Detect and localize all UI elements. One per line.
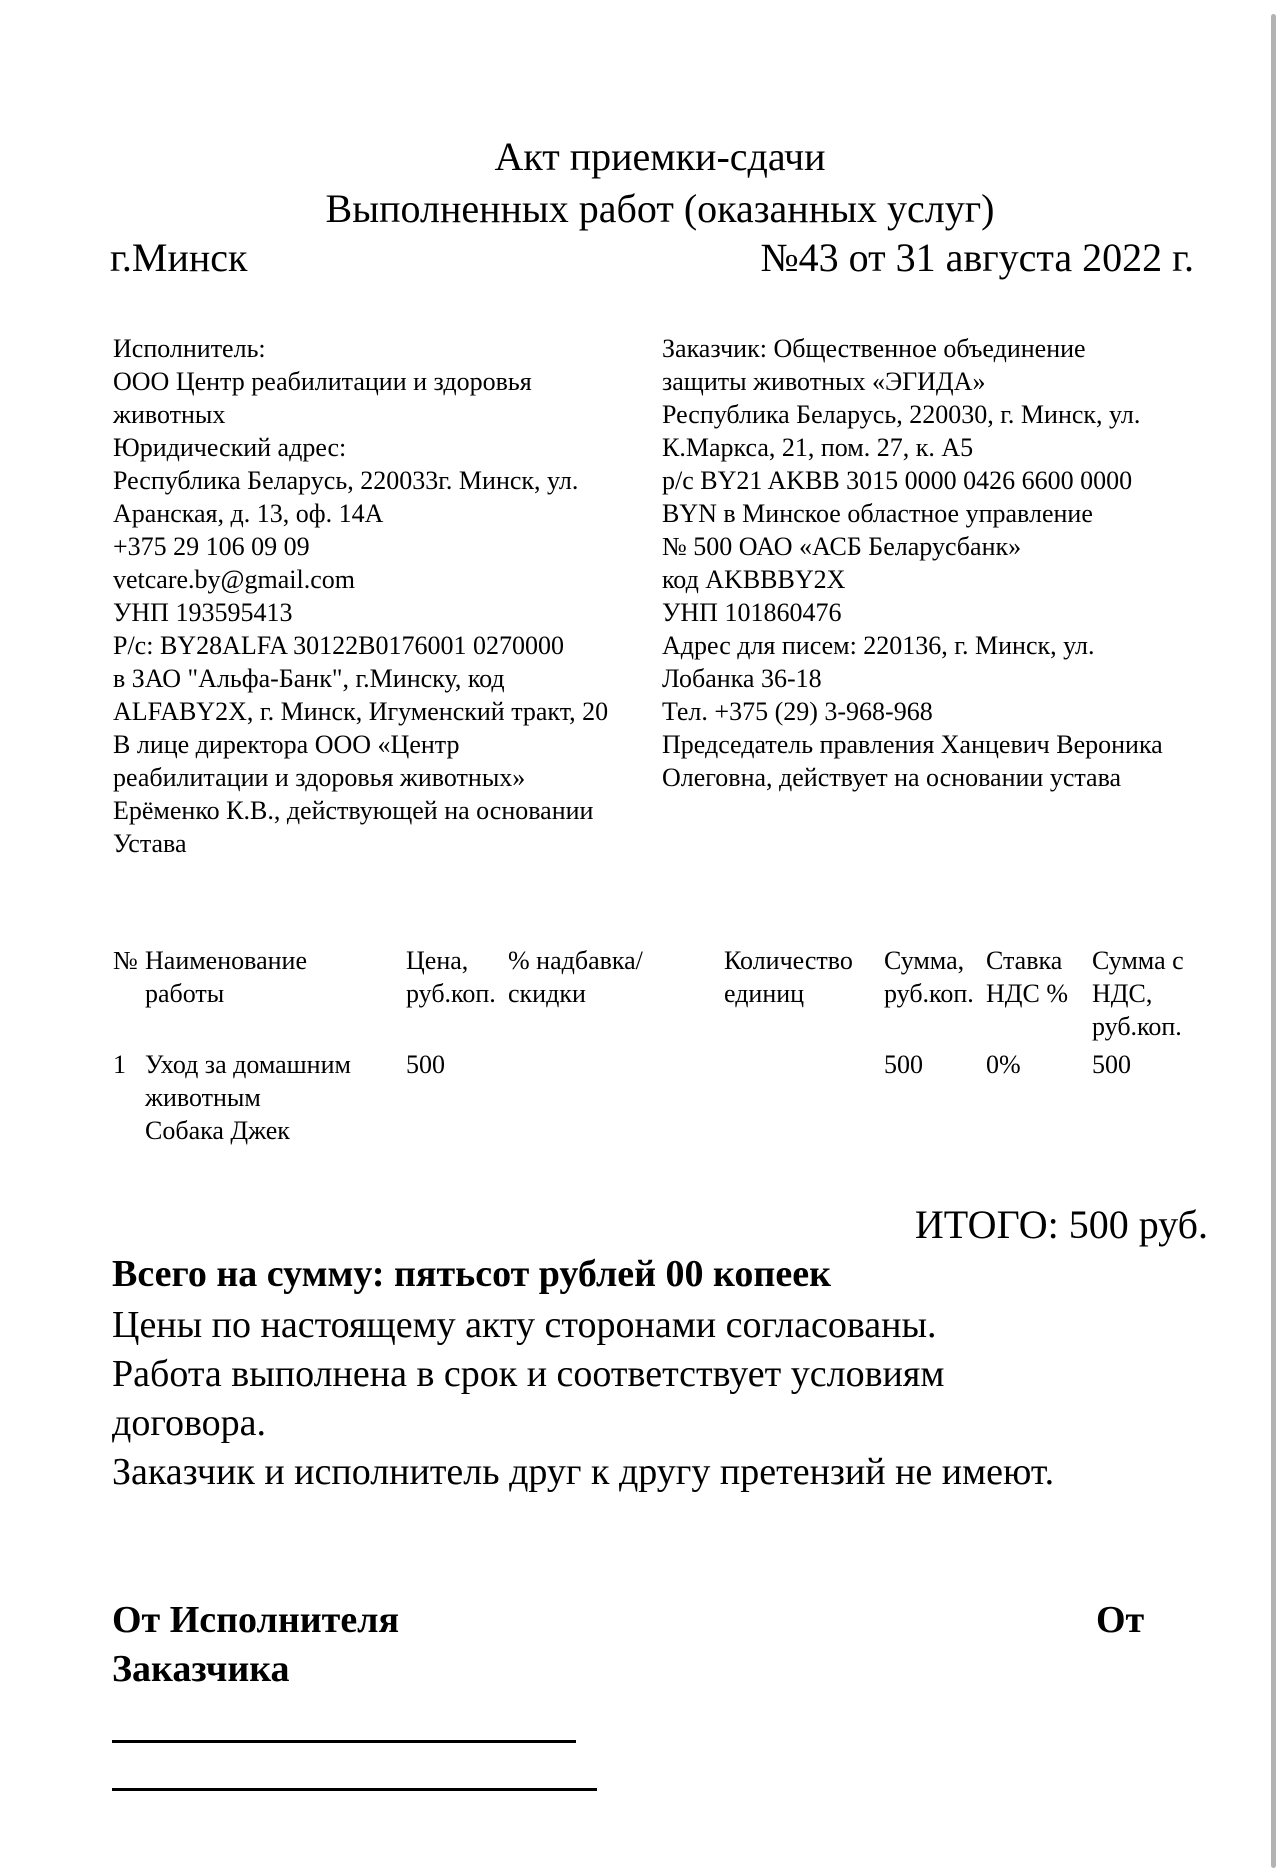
statement-no-claims: Заказчик и исполнитель друг к другу претензий не имеют. [112, 1451, 1055, 1493]
executor-line: Республика Беларусь, 220033г. Минск, ул. [113, 466, 579, 495]
customer-line: Заказчик: Общественное объединение [662, 334, 1086, 363]
customer-line: р/с BY21 AKBB 3015 0000 0426 6600 0000 [662, 466, 1133, 495]
customer-line: BYN в Минское областное управление [662, 499, 1093, 528]
customer-line: Республика Беларусь, 220030, г. Минск, ул. [662, 400, 1141, 429]
customer-line: код AKBBBY2X [662, 565, 846, 594]
header-markup: % надбавка/ скидки [508, 946, 643, 1008]
executor-line: vetcare.by@gmail.com [113, 565, 355, 594]
executor-line: животных [113, 400, 226, 429]
executor-line: +375 29 106 09 09 [113, 532, 310, 561]
executor-details [113, 332, 608, 860]
customer-line: Тел. +375 (29) 3-968-968 [662, 697, 933, 726]
statement-prices-agreed: Цены по настоящему акту сторонами согласованы. [112, 1304, 937, 1346]
row-sum: 500 [884, 1050, 923, 1079]
executor-line: Исполнитель: [113, 334, 266, 363]
customer-line: Лобанка 36-18 [662, 664, 822, 693]
executor-line: реабилитации и здоровья животных» [113, 763, 526, 792]
signature-executor-label: От Исполнителя [112, 1599, 400, 1641]
row-num: 1 [113, 1050, 126, 1079]
statement-work-done-line1: Работа выполнена в срок и соответствует условиям [112, 1353, 945, 1395]
customer-line: УНП 101860476 [662, 598, 842, 627]
document-title: Акт приемки-сдачи [494, 134, 826, 179]
header-qty: Количество единиц [724, 946, 853, 1008]
executor-line: в ЗАО "Альфа-Банк", г.Минску, код [113, 664, 505, 693]
row-price: 500 [406, 1050, 445, 1079]
customer-line: № 500 ОАО «АСБ Беларусбанк» [662, 532, 1022, 561]
header-vat-rate: Ставка НДС % [986, 946, 1069, 1008]
signature-line-executor [112, 1740, 576, 1743]
document-subtitle: Выполненных работ (оказанных услуг) [325, 186, 995, 231]
signature-customer-label-a: От [1096, 1599, 1145, 1641]
customer-line: Председатель правления Ханцевич Вероника [662, 730, 1163, 759]
header-name: Наименование работы [145, 946, 307, 1008]
customer-line: защиты животных «ЭГИДА» [662, 367, 986, 396]
city: г.Минск [110, 235, 248, 280]
signature-customer-label-b: Заказчика [112, 1648, 290, 1690]
executor-line: ALFABY2X, г. Минск, Игуменский тракт, 20 [113, 697, 609, 726]
scrollbar-thumb[interactable] [1271, 14, 1276, 1868]
executor-line: Ерёменко К.В., действующей на основании [113, 796, 594, 825]
total-in-words: Всего на сумму: пятьсот рублей 00 копеек [112, 1253, 831, 1295]
customer-line: К.Маркса, 21, пом. 27, к. А5 [662, 433, 974, 462]
row-sum-vat: 500 [1092, 1050, 1131, 1079]
executor-line: ООО Центр реабилитации и здоровья [113, 367, 532, 396]
executor-line: Аранская, д. 13, оф. 14А [113, 499, 384, 528]
row-name: Уход за домашним животным Собака Джек [145, 1050, 351, 1145]
executor-line: В лице директора ООО «Центр [113, 730, 460, 759]
customer-line: Олеговна, действует на основании устава [662, 763, 1122, 792]
executor-line: Устава [113, 829, 187, 858]
header-price: Цена, руб.коп. [406, 946, 496, 1008]
executor-line: Р/с: BY28ALFA 30122B0176001 0270000 [113, 631, 564, 660]
header-sum-vat: Сумма с НДС, руб.коп. [1092, 946, 1184, 1041]
header-num: № [113, 946, 138, 975]
header-sum: Сумма, руб.коп. [884, 946, 974, 1008]
signature-line-customer [112, 1788, 597, 1791]
executor-line: УНП 193595413 [113, 598, 293, 627]
customer-line: Адрес для писем: 220136, г. Минск, ул. [662, 631, 1095, 660]
statement-work-done-line2: договора. [112, 1402, 267, 1444]
customer-details [662, 332, 1163, 794]
act-number-date: №43 от 31 августа 2022 г. [760, 235, 1194, 280]
executor-line: Юридический адрес: [113, 433, 347, 462]
row-vat-rate: 0% [986, 1050, 1021, 1079]
total-amount: ИТОГО: 500 руб. [914, 1202, 1208, 1247]
